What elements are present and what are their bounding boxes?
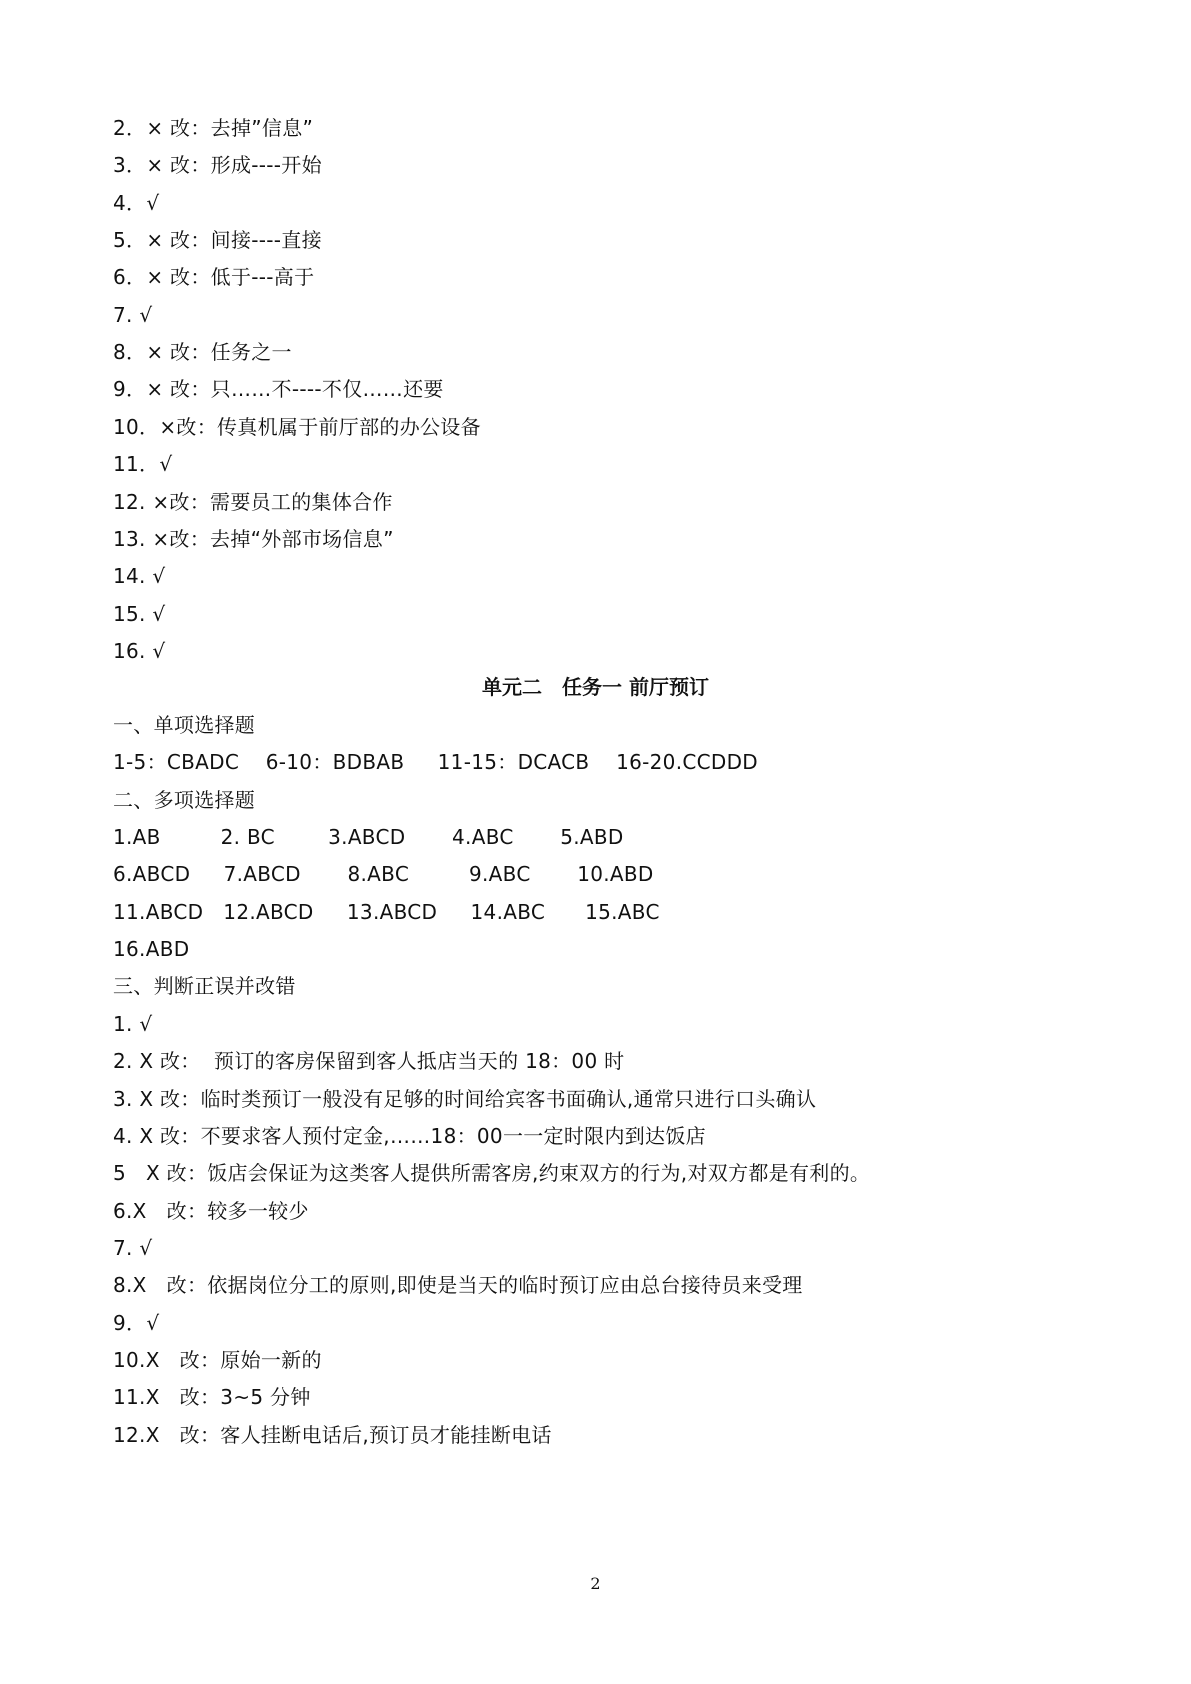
- answer-line: 11．√: [113, 452, 173, 477]
- answer-line: 10.X 改：原始一新的: [113, 1347, 322, 1372]
- answer-line: 11.ABCD 12.ABCD 13.ABCD 14.ABC 15.ABC: [113, 899, 660, 924]
- answer-line: 6.X 改：较多一较少: [113, 1198, 309, 1223]
- answer-line: 1-5：CBADC 6-10：BDBAB 11-15：DCACB 16-20.CCDDD: [113, 750, 758, 775]
- answer-line: 9．√: [113, 1310, 160, 1335]
- answer-line: 12. ×改：需要员工的集体合作: [113, 489, 393, 514]
- answer-line: 1.AB 2. BC 3.ABCD 4.ABC 5.ABD: [113, 825, 624, 850]
- answer-line: 9．× 改：只……不----不仅……还要: [113, 377, 444, 402]
- answer-line: 二、多项选择题: [113, 787, 256, 812]
- answer-line: 10．×改：传真机属于前厅部的办公设备: [113, 414, 481, 439]
- answer-line: 16. √: [113, 638, 166, 663]
- answer-line: 3．× 改：形成----开始: [113, 153, 322, 178]
- answer-line: 三、判断正误并改错: [113, 974, 296, 999]
- answer-line: 3. X 改：临时类预订一般没有足够的时间给宾客书面确认,通常只进行口头确认: [113, 1086, 817, 1111]
- page-number: 2: [590, 1574, 601, 1593]
- answer-line: 8．× 改：任务之一: [113, 340, 292, 365]
- answer-line: 11.X 改：3~5 分钟: [113, 1385, 311, 1410]
- answer-line: 1. √: [113, 1011, 153, 1036]
- answer-line: 2. X 改： 预订的客房保留到客人抵店当天的 18：00 时: [113, 1049, 625, 1074]
- answer-line: 6.ABCD 7.ABCD 8.ABC 9.ABC 10.ABD: [113, 862, 654, 887]
- answer-line: 4. X 改：不要求客人预付定金,……18：00一一定时限内到达饭店: [113, 1123, 706, 1148]
- answer-line: 一、单项选择题: [113, 713, 256, 737]
- answer-line: 16.ABD: [113, 937, 190, 962]
- answer-line: 5 X 改：饭店会保证为这类客人提供所需客房,约束双方的行为,对双方都是有利的。: [113, 1161, 871, 1186]
- answer-line: 12.X 改：客人挂断电话后,预订员才能挂断电话: [113, 1422, 552, 1447]
- answer-line: 5．× 改：间接----直接: [113, 228, 322, 253]
- answer-line: 6．× 改：低于---高于: [113, 265, 315, 290]
- answer-line: 4．√: [113, 190, 160, 215]
- answer-line: 13. ×改：去掉“外部市场信息”: [113, 526, 394, 551]
- answer-line: 15. √: [113, 601, 166, 626]
- answer-line: 8.X 改：依据岗位分工的原则,即使是当天的临时预订应由总台接待员来受理: [113, 1273, 803, 1298]
- unit-heading: 单元二 任务一 前厅预订: [482, 675, 709, 699]
- answer-line: 7. √: [113, 1235, 153, 1260]
- answer-line: 2．× 改：去掉”信息”: [113, 116, 314, 140]
- answer-line: 14. √: [113, 564, 166, 589]
- answer-line: 7. √: [113, 302, 153, 327]
